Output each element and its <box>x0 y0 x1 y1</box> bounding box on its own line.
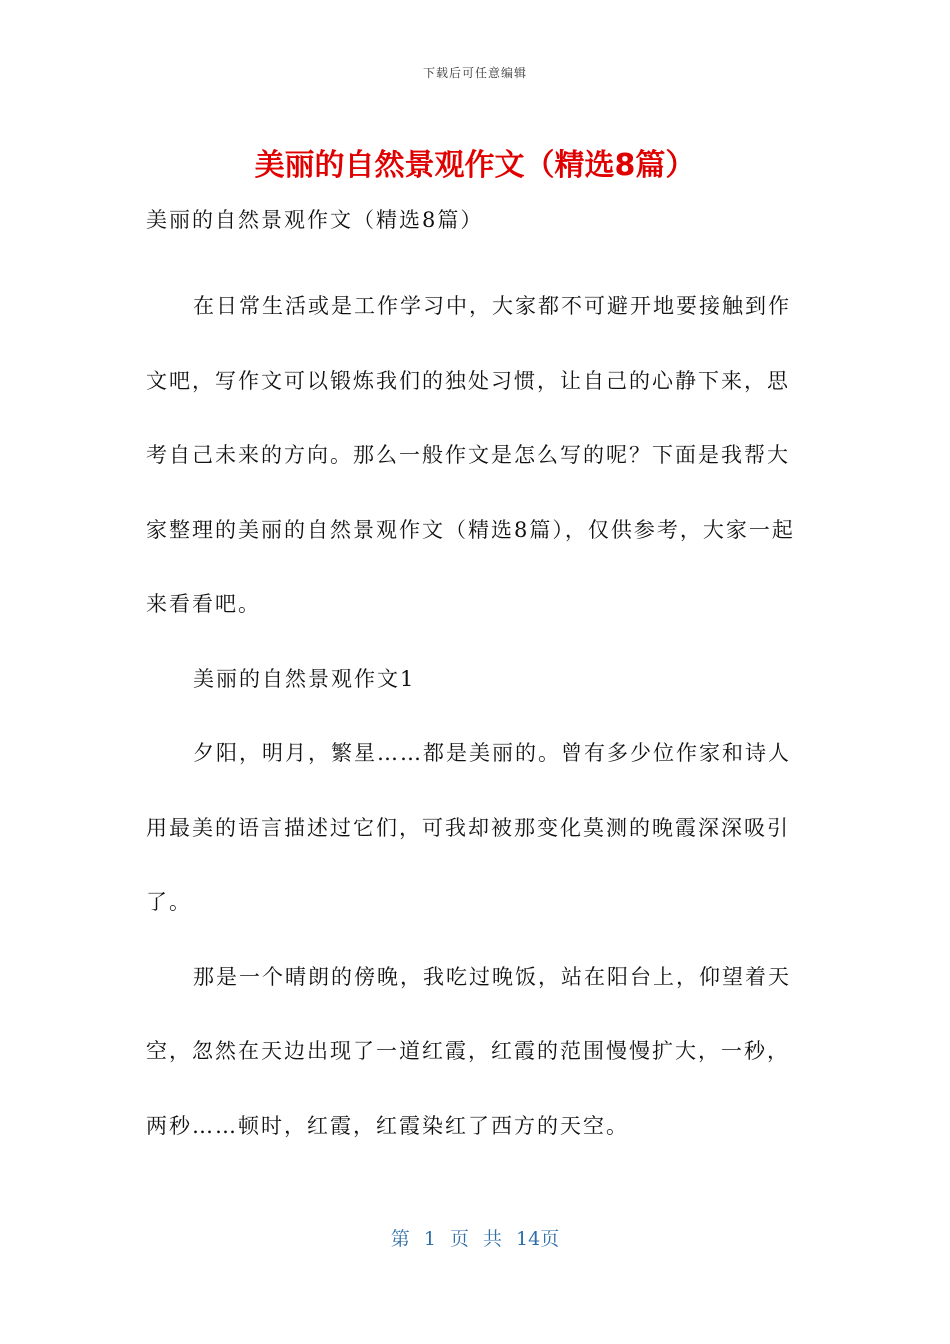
document-body <box>146 196 806 1163</box>
subtitle-paragraph: 美丽的自然景观作文（精选8篇） <box>146 208 484 232</box>
document-title: 美丽的自然景观作文（精选8篇） <box>254 148 696 183</box>
header-note: 下载后可任意编辑 <box>422 66 527 80</box>
intro-paragraph: 在日常生活或是工作学习中，大家都不可避开地要接触到作文吧，写作文可以锻炼我们的独处习惯，让自己的心静下来，思考自己未来的方向。那么一般作文是怎么写的呢？下面是我帮大家整理的美丽的自然景观作文（精选8篇），仅供参考，大家一起来看看吧。 <box>146 294 795 616</box>
body-paragraph: 夕阳，明月，繁星……都是美丽的。曾有多少位作家和诗人用最美的语言描述过它们，可我却被那变化莫测的晚霞深深吸引了。 <box>146 741 791 914</box>
section-heading: 美丽的自然景观作文1 <box>193 666 416 691</box>
page-footer: 第 1 页 共 14页 <box>390 1228 560 1250</box>
body-paragraph: 那是一个晴朗的傍晚，我吃过晚饭，站在阳台上，仰望着天空，忽然在天边出现了一道红霞，红霞的范围慢慢扩大，一秒，两秒……顿时，红霞，红霞染红了西方的天空。 <box>146 964 791 1138</box>
